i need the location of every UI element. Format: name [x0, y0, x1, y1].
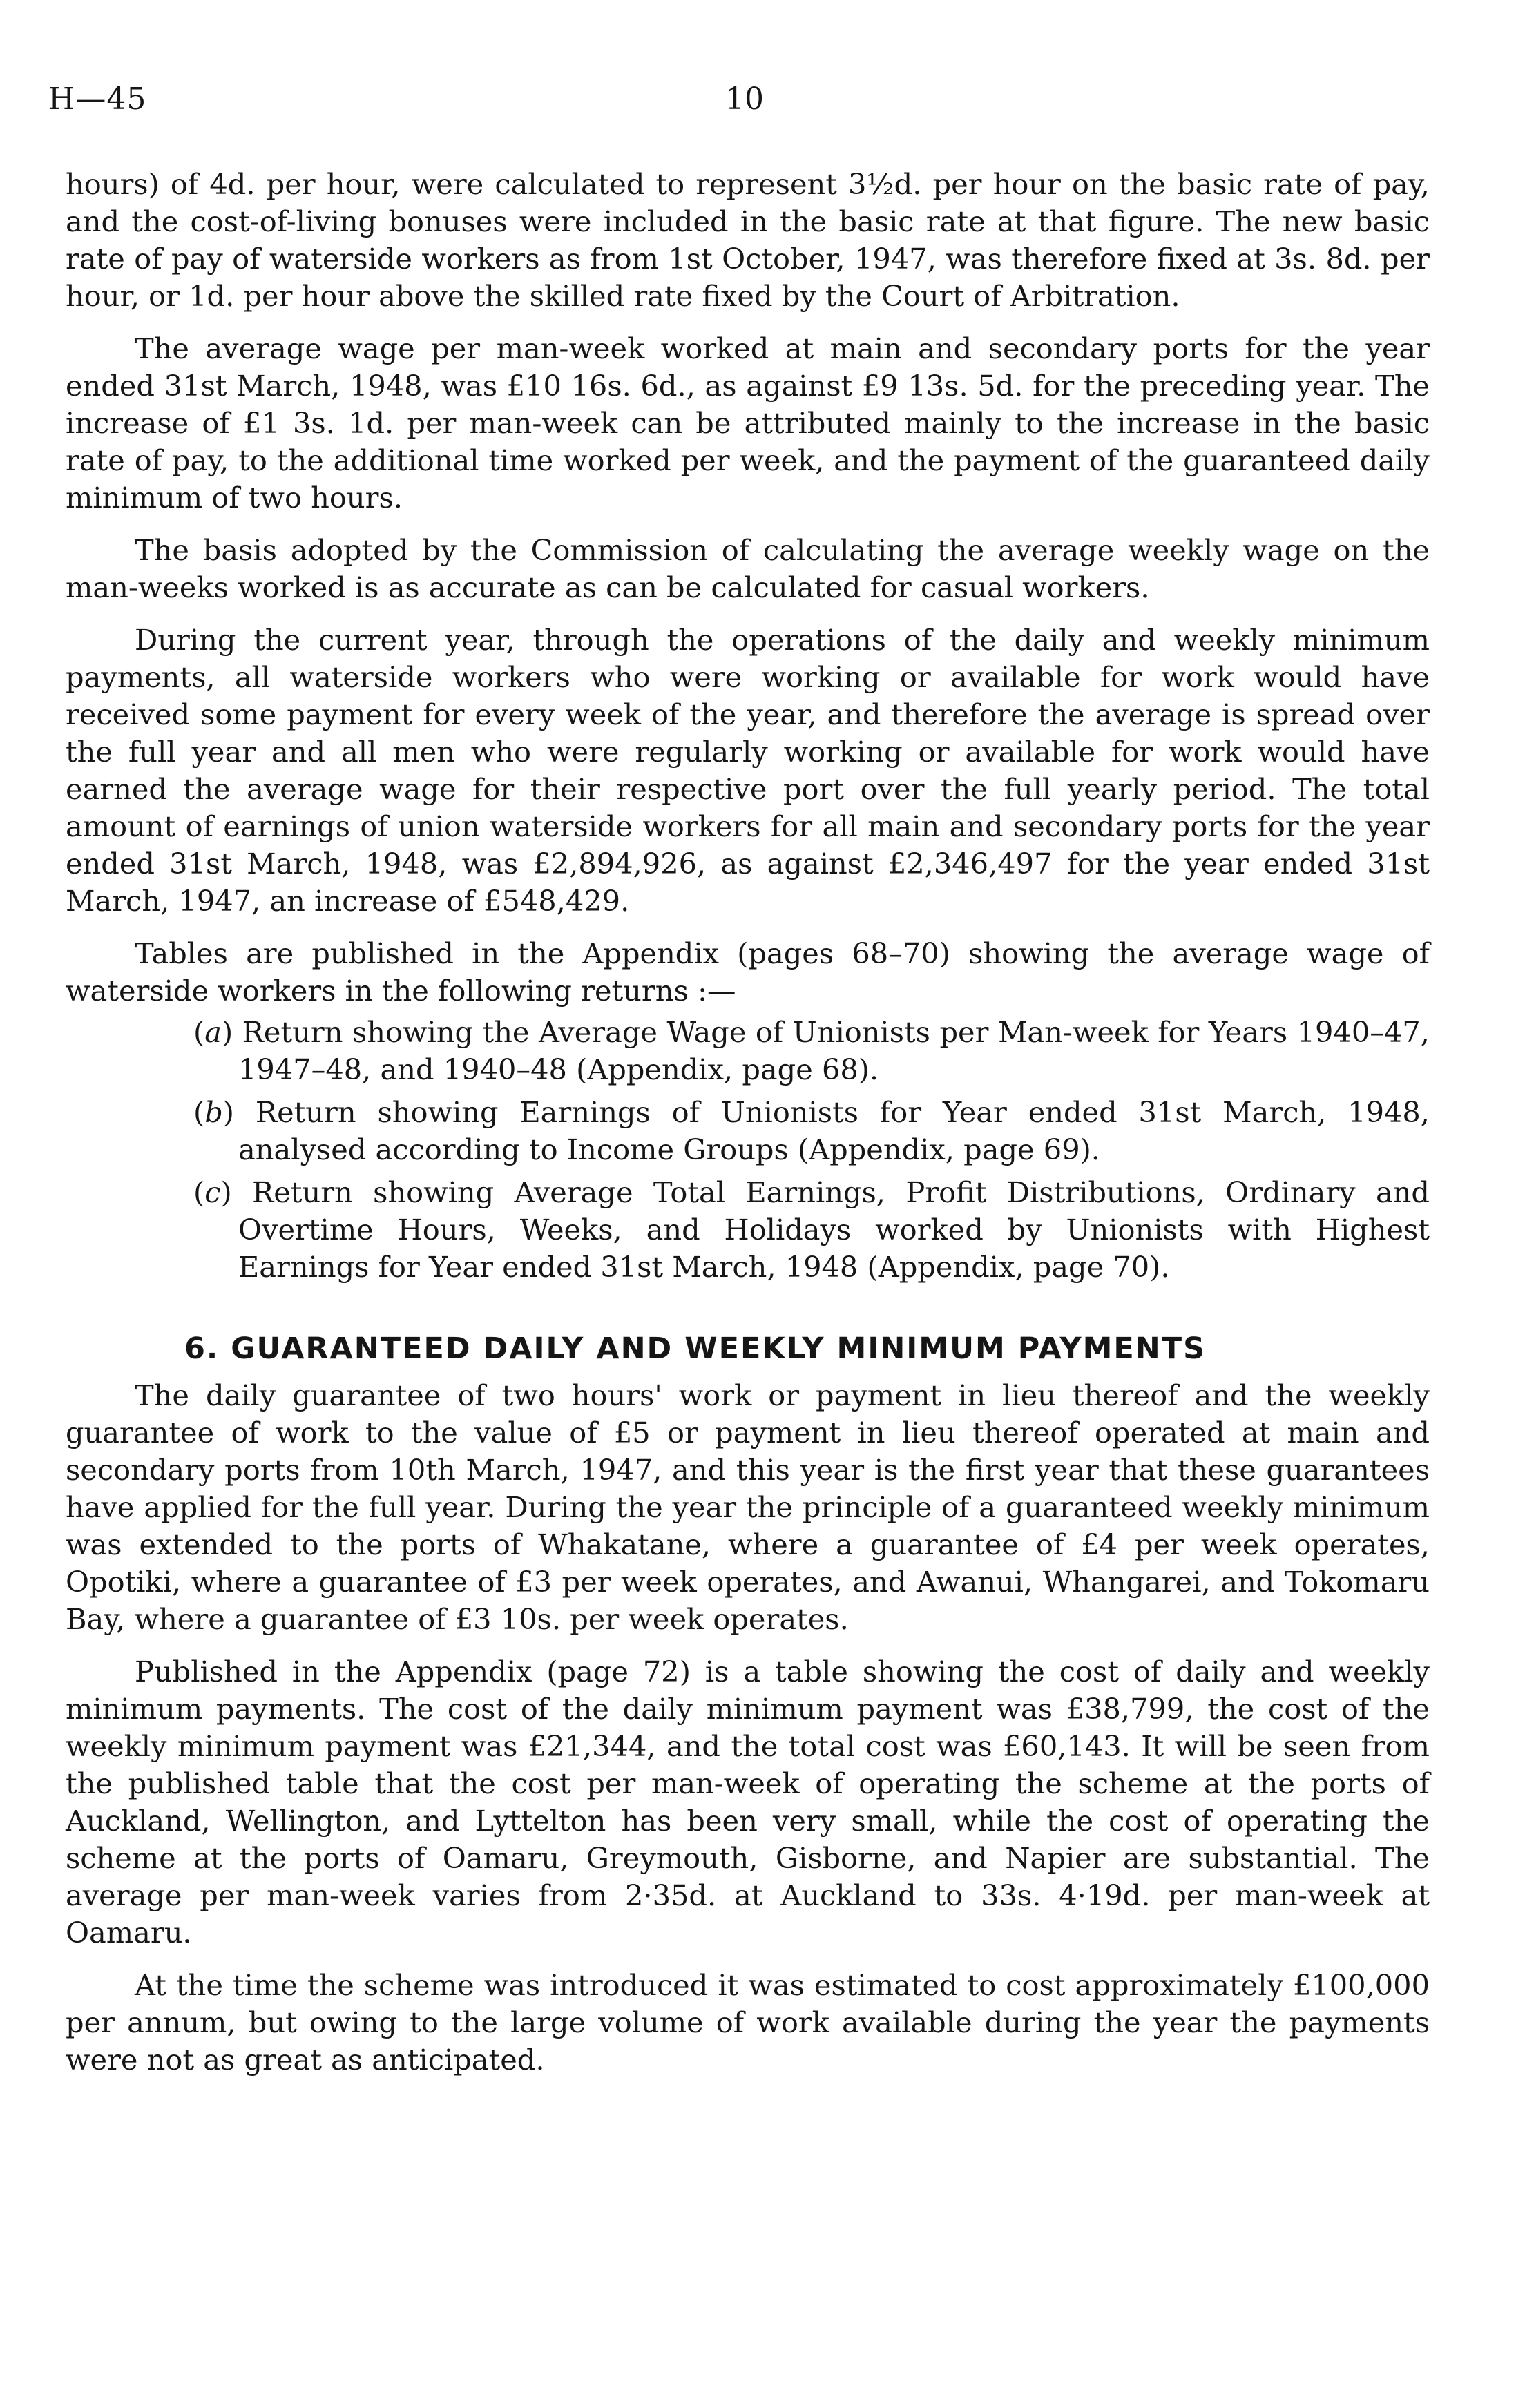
paragraph-guarantees: The daily guarantee of two hours' work or payment in lieu thereof and the weekly guarantee of work to the value of £5 or payment in lieu thereof operated at main and secondary ports from 10th March, 1947, and this year is the first year that these guarantees have applied for the full year. During the year the principle of a guaranteed weekly minimum was extended to the ports of Whakatane, where a guarantee of £4 per week operates, Opotiki, where a guarantee of £3 per week operates, and Awanui, Whangarei, and Tokomaru Bay, where a guarantee of £3 10s. per week operates. [66, 1378, 1430, 1636]
list-item [66, 1014, 1430, 1088]
list-item [66, 1174, 1430, 1286]
returns-list [66, 1014, 1430, 1286]
list-item-text: Return showing Average Total Earnings, Profit Distributions, Ordinary and Overtime Hours, Weeks, and Holidays worked by Unionists with Highest Earnings for Year ended 31st March, 1948 (Appendix, page 70). [238, 1175, 1430, 1284]
page-number: 10 [725, 81, 764, 117]
paragraph-appendix-tables: Tables are published in the Appendix (pages 68–70) showing the average wage of waterside workers in the following returns :— [66, 936, 1430, 1008]
document-reference: H—45 [48, 81, 147, 117]
paragraph-minimum-cost: Published in the Appendix (page 72) is a table showing the cost of daily and weekly minimum payments. The cost of the daily minimum payment was £38,799, the cost of the weekly minimum payment was £21,344, and the total cost was £60,143. It will be seen from the published table that the cost per man-week of operating the scheme at the ports of Auckland, Wellington, and Lyttelton has been very small, while the cost of operating the scheme at the ports of Oamaru, Greymouth, Gisborne, and Napier are substantial. The average per man-week varies from 2·35d. at Auckland to 33s. 4·19d. per man-week at Oamaru. [66, 1655, 1430, 1949]
list-marker: (c) [193, 1175, 232, 1209]
body-text [66, 166, 1430, 2094]
paragraph-average-wage: The average wage per man-week worked at main and secondary ports for the year ended 31st March, 1948, was £10 16s. 6d., as against £9 13s. 5d. for the preceding year. The increase of £1 3s. 1d. per man-week can be attributed mainly to the increase in the basic rate of pay, to the additional time worked per week, and the payment of the guaranteed daily minimum of two hours. [66, 331, 1430, 514]
list-marker: (a) [193, 1015, 233, 1049]
list-item-text: Return showing the Average Wage of Unionists per Man-week for Years 1940–47, 1947–48, and 1940–48 (Appendix, page 68). [238, 1015, 1430, 1086]
paragraph-total-earnings: During the current year, through the operations of the daily and weekly minimum payments, all waterside workers who were working or available for work would have received some payment for every week of the year, and therefore the average is spread over the full year and all men who were regularly working or available for work would have earned the average wage for their respective port over the full yearly period. The total amount of earnings of union waterside workers for all main and secondary ports for the year ended 31st March, 1948, was £2,894,926, as against £2,346,497 for the year ended 31st March, 1947, an increase of £548,429. [66, 623, 1430, 918]
list-marker: (b) [193, 1095, 234, 1129]
list-item-text: Return showing Earnings of Unionists for Year ended 31st March, 1948, analysed according to Income Groups (Appendix, page 69). [238, 1095, 1430, 1166]
paragraph-estimate: At the time the scheme was introduced it was estimated to cost approximately £100,000 per annum, but owing to the large volume of work available during the year the payments were not as great as anticipated. [66, 1968, 1430, 2077]
paragraph-continued: hours) of 4d. per hour, were calculated to represent 3½d. per hour on the basic rate of pay, and the cost-of-living bonuses were included in the basic rate at that figure. The new basic rate of pay of waterside workers as from 1st October, 1947, was therefore fixed at 3s. 8d. per hour, or 1d. per hour above the skilled rate fixed by the Court of Arbitration. [66, 167, 1430, 313]
list-item [66, 1094, 1430, 1168]
section-heading: 6. GUARANTEED DAILY AND WEEKLY MINIMUM PAYMENTS [184, 1331, 1207, 1366]
paragraph-calculation-basis: The basis adopted by the Commission of calculating the average weekly wage on the man-weeks worked is as accurate as can be calculated for casual workers. [66, 533, 1430, 604]
